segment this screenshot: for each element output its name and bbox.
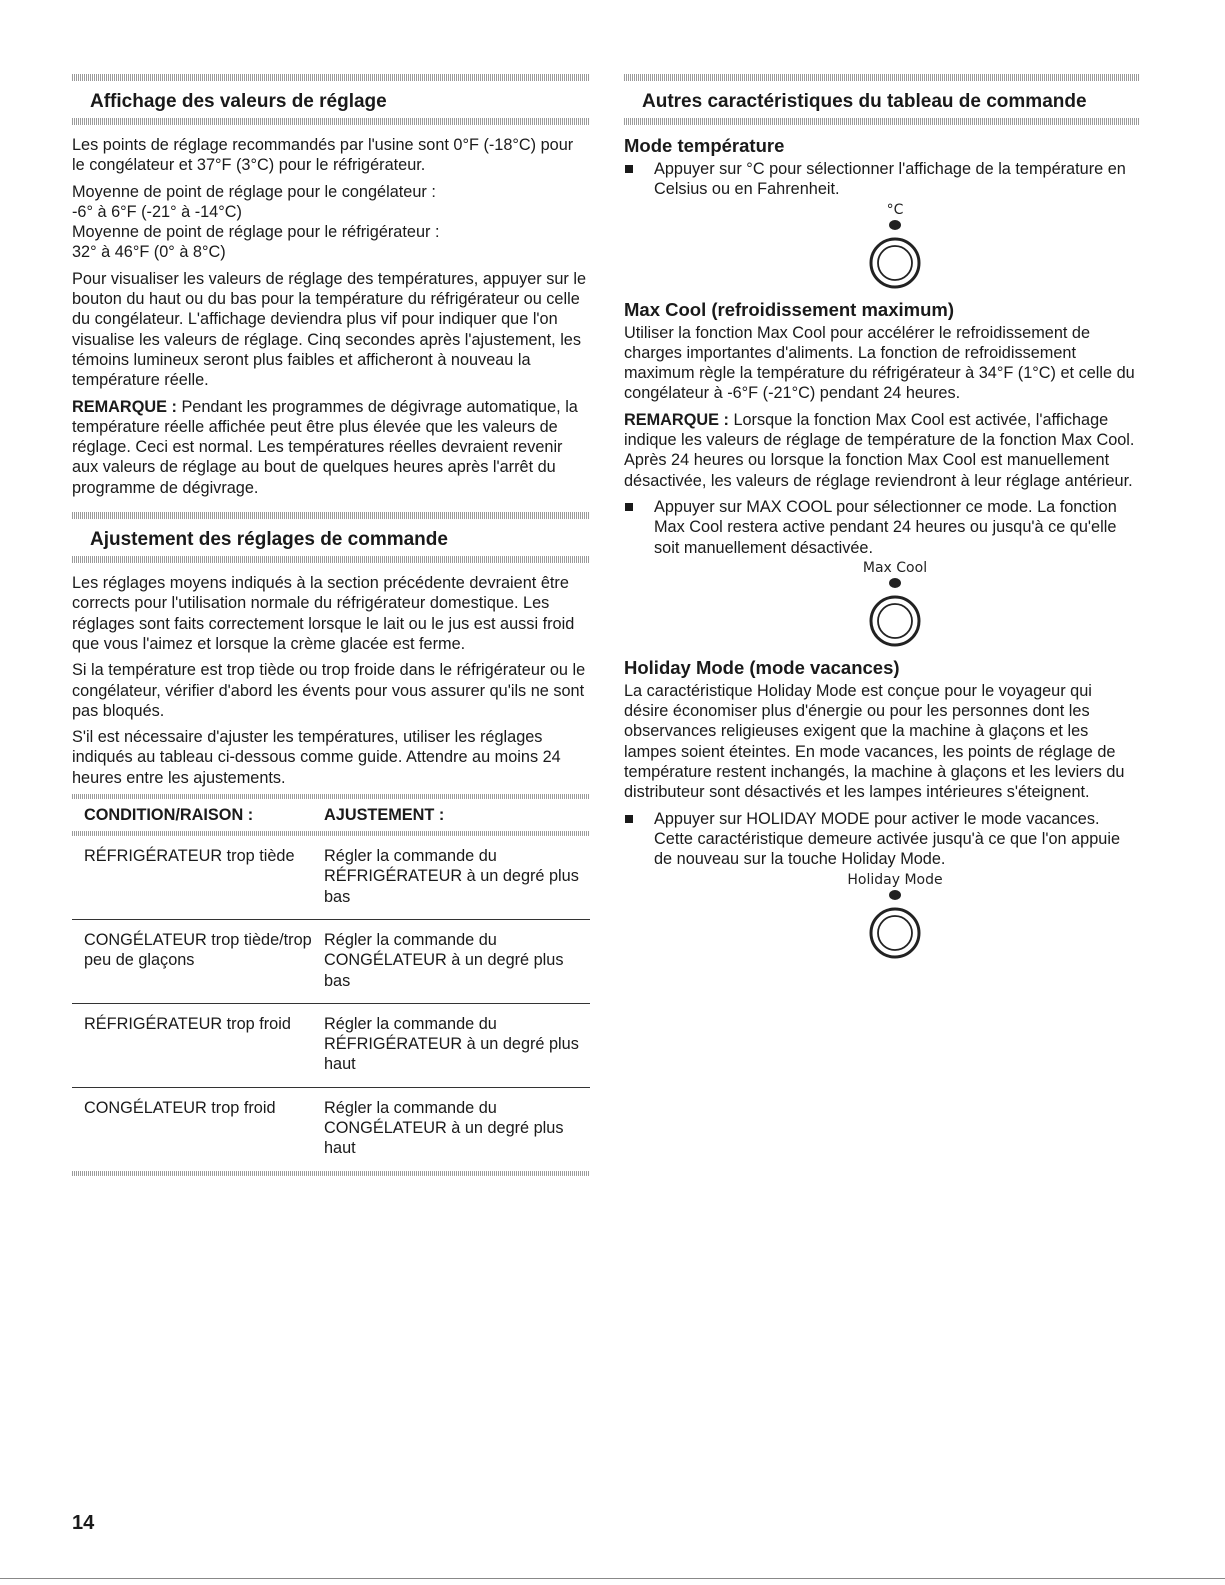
subsection-title: Mode température — [624, 135, 785, 156]
button-label: °C — [886, 201, 904, 218]
section-title: Affichage des valeurs de réglage — [90, 91, 387, 112]
section-header-other-features — [624, 74, 1140, 125]
table-row — [72, 919, 590, 1003]
section-title: Autres caractéristiques du tableau de commande — [642, 91, 1087, 112]
note-label: REMARQUE : — [624, 410, 729, 429]
subsection-title: Max Cool (refroidissement maximum) — [624, 298, 954, 320]
range-line: Moyenne de point de réglage pour le réfrigérateur : — [72, 223, 440, 242]
condition-cell: CONGÉLATEUR trop froid — [84, 1098, 276, 1117]
holiday-mode-button[interactable] — [650, 872, 1140, 961]
bullet-text: Appuyer sur °C pour sélectionner l'affichage de la température en Celsius ou en Fahrenheit. — [654, 160, 1126, 199]
hatch-divider — [72, 512, 590, 519]
hatch-divider — [624, 74, 1140, 81]
bullet-text: Appuyer sur HOLIDAY MODE pour activer le mode vacances. Cette caractéristique demeure activée jusqu'à ce que l'on appuie de nouveau sur la touche Holiday Mode. — [654, 809, 1120, 869]
bullet-item — [624, 159, 1140, 200]
note-paragraph — [624, 410, 1140, 491]
adjustment-cell: Régler la commande du CONGÉLATEUR à un degré plus bas — [312, 919, 590, 1003]
table-header-row — [72, 799, 590, 831]
hatch-divider — [72, 1171, 590, 1176]
hatch-divider — [624, 118, 1140, 125]
bullet-square-icon — [625, 165, 633, 173]
push-button-icon — [865, 577, 925, 649]
bullet-item — [624, 497, 1140, 558]
button-label: Holiday Mode — [847, 871, 943, 888]
table-row — [72, 836, 590, 919]
adjustment-table — [72, 794, 590, 1176]
subsection-title: Holiday Mode (mode vacances) — [624, 656, 900, 678]
section-title: Ajustement des réglages de commande — [90, 529, 448, 551]
paragraph: S'il est nécessaire d'ajuster les températures, utiliser les réglages indiqués au tableau ci-dessous comme guide. Attendre au moins 24 heures entre les ajustements. — [72, 728, 561, 787]
push-button-icon — [865, 219, 925, 291]
column-header: CONDITION/RAISON : — [84, 806, 254, 825]
section-header-display-setpoints — [72, 74, 590, 125]
paragraph: La caractéristique Holiday Mode est conçue pour le voyageur qui désire économiser plus d'énergie ou pour les personnes dont les observances religieuses exigent que la machine à glaçons et les lampes soient éteintes. En mode vacances, les points de réglage de température restent inchangés, la machine à glaçons et les leviers du distributeur sont désactivés et les lampes intérieures s'éteignent. — [624, 681, 1125, 802]
paragraph: Les réglages moyens indiqués à la section précédente devraient être corrects pour l'utilisation normale du réfrigérateur domestique. Les réglages sont faits correctement lorsque le lait ou le jus est aussi froid que vous l'aimez et lorsque la crème glacée est ferme. — [72, 574, 575, 653]
range-line: Moyenne de point de réglage pour le congélateur : — [72, 182, 436, 201]
table-row — [72, 1087, 590, 1170]
condition-cell: RÉFRIGÉRATEUR trop froid — [72, 1003, 312, 1087]
paragraph: Utiliser la fonction Max Cool pour accélérer le refroidissement de charges importantes d'aliments. La fonction de refroidissement maximum règle la température du réfrigérateur à 34°F (1°C) et celle du congélateur à -6°F (-21°C) pendant 24 heures. — [624, 323, 1135, 403]
left-column — [72, 74, 590, 1176]
condition-cell: CONGÉLATEUR trop tiède/trop peu de glaçons — [72, 919, 312, 1003]
celsius-button[interactable] — [650, 202, 1140, 291]
bullet-square-icon — [625, 815, 633, 823]
range-line: 32° à 46°F (0° à 8°C) — [72, 243, 226, 262]
bullet-square-icon — [625, 503, 633, 511]
paragraph: Pour visualiser les valeurs de réglage des températures, appuyer sur le bouton du haut ou du bas pour la température du réfrigérateur ou celle du congélateur. L'affichage deviendra plus vif pour indiquer que l'on visualise les valeurs de réglage. Cinq secondes après l'ajustement, les témoins lumineux seront plus faibles et afficheront à nouveau la température réelle. — [72, 269, 587, 390]
range-line: -6° à 6°F (-21° à -14°C) — [72, 202, 242, 221]
note-text: Pendant les programmes de dégivrage automatique, la température réelle affichée peut être plus élevée que les valeurs de réglage. Ceci est normal. Les températures réelles devraient revenir aux valeurs de réglage au bout de quelques heures après l'arrêt du programme de dégivrage. — [72, 397, 578, 497]
bottom-rule — [0, 1578, 1225, 1579]
right-column — [624, 74, 1140, 969]
note-paragraph — [72, 397, 590, 498]
setpoint-ranges — [72, 182, 590, 263]
hatch-divider — [72, 118, 590, 125]
condition-cell: RÉFRIGÉRATEUR trop tiède — [72, 836, 312, 919]
hatch-divider — [72, 556, 590, 563]
hatch-divider — [72, 74, 590, 81]
page-number: 14 — [72, 1512, 95, 1534]
adjustment-cell: Régler la commande du RÉFRIGÉRATEUR à un degré plus bas — [312, 836, 590, 919]
bullet-text: Appuyer sur MAX COOL pour sélectionner ce mode. La fonction Max Cool restera active pendant 24 heures ou jusqu'à ce qu'elle soit manuellement désactivée. — [654, 497, 1117, 557]
push-button-icon — [865, 889, 925, 961]
note-text: Lorsque la fonction Max Cool est activée, l'affichage indique les valeurs de réglage de température de la fonction Max Cool. Après 24 heures ou lorsque la fonction Max Cool est manuellement désactivée, les valeurs de réglage reviendront à leur réglage antérieur. — [624, 410, 1135, 490]
adjustment-cell: Régler la commande du CONGÉLATEUR à un degré plus haut — [324, 1098, 564, 1158]
column-header: AJUSTEMENT : — [324, 806, 445, 825]
paragraph: Les points de réglage recommandés par l'usine sont 0°F (-18°C) pour le congélateur et 37°F (3°C) pour le réfrigérateur. — [72, 136, 574, 175]
max-cool-button[interactable] — [650, 560, 1140, 649]
button-label: Max Cool — [862, 559, 928, 576]
note-label: REMARQUE : — [72, 397, 177, 416]
section-header-adjust-controls — [72, 512, 590, 563]
adjustment-cell: Régler la commande du RÉFRIGÉRATEUR à un degré plus haut — [312, 1003, 590, 1087]
table-row — [72, 1003, 590, 1087]
bullet-item — [624, 809, 1140, 870]
paragraph: Si la température est trop tiède ou trop froide dans le réfrigérateur ou le congélateur, vérifier d'abord les évents pour vous assurer qu'ils ne sont pas bloqués. — [72, 661, 586, 720]
